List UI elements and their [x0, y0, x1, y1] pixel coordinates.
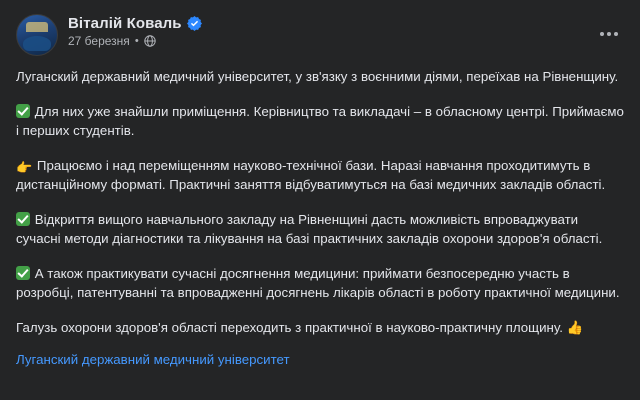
- paragraph-text: Для них уже знайшли приміщення. Керівництво та викладачі – в обласному центрі. Приймаємо і перших студентів.: [16, 103, 624, 138]
- ellipsis-icon[interactable]: [594, 24, 624, 44]
- author-block: [68, 14, 202, 48]
- ellipsis-dot: [614, 32, 618, 36]
- paragraph-text: Галузь охорони здоров'я області переходить з практичної в науково-практичну площину. 👍: [16, 319, 584, 335]
- post-paragraph: [16, 210, 624, 249]
- post-paragraph: [16, 318, 624, 338]
- green-check-emoji-icon: [16, 212, 30, 226]
- author-name[interactable]: Віталій Коваль: [68, 15, 182, 32]
- paragraph-text: А також практикувати сучасні досягнення медицини: приймати безпосередню участь в розробці, патентуванні та впровадженні досягнень лікарів області в роботу практичної медицини.: [16, 265, 620, 300]
- post-paragraph: [16, 264, 624, 303]
- paragraph-text: Відкриття вищого навчального закладу на Рівненщині дасть можливість впроваджувати сучасні методи діагностики та лікування на базі практичних закладів охорони здоров'я області.: [16, 211, 603, 246]
- paragraph-text: Працюємо і над переміщенням науково-технічної бази. Наразі навчання проходитимуть в дистанційному форматі. Практичні заняття відбуватимуться на базі медичних закладів області.: [16, 157, 606, 192]
- green-check-emoji-icon: [16, 104, 30, 118]
- paragraph-text: Луганский державний медичний університет, у зв'язку з воєнними діями, переїхав на Рівненщину.: [16, 69, 619, 84]
- green-check-emoji-icon: [16, 266, 30, 280]
- post-body: [16, 67, 624, 370]
- post-link[interactable]: Луганский державний медичний університет: [16, 352, 290, 367]
- ellipsis-dot: [600, 32, 604, 36]
- post-timestamp[interactable]: 27 березня: [68, 34, 130, 48]
- post-header: [16, 14, 624, 58]
- verified-badge-icon: [187, 16, 202, 31]
- post-paragraph: [16, 156, 624, 195]
- ellipsis-dot: [607, 32, 611, 36]
- globe-icon[interactable]: [144, 35, 156, 47]
- author-name-line: [68, 15, 202, 32]
- post-meta: [68, 34, 202, 48]
- meta-separator: •: [134, 34, 139, 47]
- pointing-hand-emoji-icon: 👉: [16, 159, 33, 175]
- post-paragraph: [16, 102, 624, 141]
- post-paragraph: [16, 67, 624, 87]
- avatar[interactable]: [16, 14, 58, 56]
